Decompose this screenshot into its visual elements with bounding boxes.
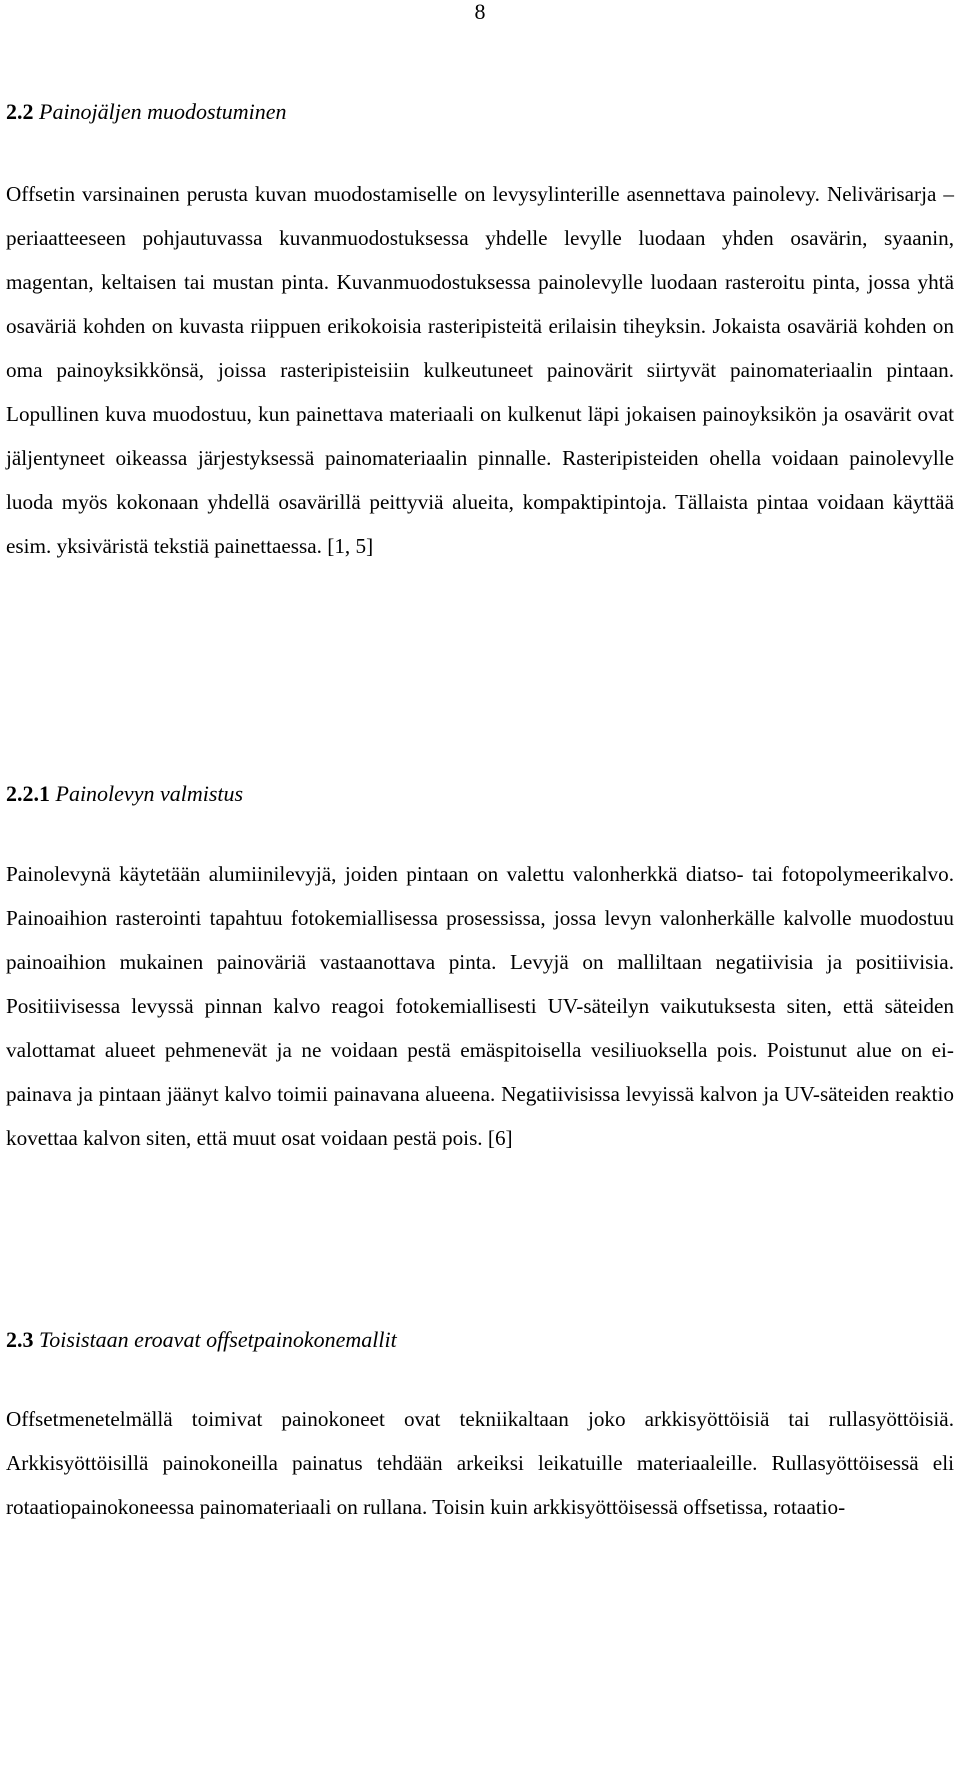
page-number: 8 xyxy=(474,0,486,24)
section-number: 2.3 xyxy=(6,1327,34,1352)
section-paragraph: Offsetin varsinainen perusta kuvan muodostamiselle on levysylinterille asennettava painolevy. Nelivärisarja –periaatteeseen pohjautuvassa kuvanmuodostuksessa yhdelle levylle luodaan yhden osavärin, syaanin, magentan, keltaisen tai mustan pinta. Kuvanmuodostuksessa painolevylle luodaan rasteroitu pinta, jossa yhtä osaväriä kohden on kuvasta riippuen erikokoisia rasteripisteitä erilaisin tiheyksin. Jokaista osaväriä kohden on oma painoyksikkönsä, joissa rasteripisteisiin kulkeutuneet painovärit siirtyvät painomateriaalin pintaan. Lopullinen kuva muodostuu, kun painettava materiaali on kulkenut läpi jokaisen painoyksikön ja osavärit ovat jäljentyneet oikeassa järjestyksessä painomateriaalin pinnalle. Rasteripisteiden ohella voidaan painolevylle luoda myös kokonaan yhdellä osavärillä peittyviä alueita, kompaktipintoja. Tällaista pintaa voidaan käyttää esim. yksiväristä tekstiä painettaessa. [1, 5] xyxy=(6,182,954,558)
section-heading-2-2 xyxy=(6,98,286,126)
section-heading-2-2-1 xyxy=(6,780,243,808)
section-number: 2.2.1 xyxy=(6,781,50,806)
section-title: Toisistaan eroavat offsetpainokonemallit xyxy=(39,1327,397,1352)
section-paragraph: Painolevynä käytetään alumiinilevyjä, joiden pintaan on valettu valonherkkä diatso- tai fotopolymeerikalvo. Painoaihion rasterointi tapahtuu fotokemiallisessa prosessissa, jossa levyn valonherkälle kalvolle muodostuu painoaihion mukainen painoväriä vastaanottava pinta. Levyjä on malliltaan negatiivisia ja positiivisia. Positiivisessa levyssä pinnan kalvo reagoi fotokemiallisesti UV-säteilyn vaikutuksesta siten, että säteiden valottamat alueet pehmenevät ja ne voidaan pestä emäspitoisella vesiliuoksella pois. Poistunut alue on ei-painava ja pintaan jäänyt kalvo toimii painavana alueena. Negatiivisissa levyissä kalvon ja UV-säteiden reaktio kovettaa kalvon siten, että muut osat voidaan pestä pois. [6] xyxy=(6,862,954,1150)
section-number: 2.2 xyxy=(6,99,34,124)
section-paragraph: Offsetmenetelmällä toimivat painokoneet ovat tekniikaltaan joko arkkisyöttöisiä tai rullasyöttöisiä. Arkkisyöttöisillä painokoneilla painatus tehdään arkeiksi leikatuille materiaaleille. Rullasyöttöisessä eli rotaatiopainokoneessa painomateriaali on rullana. Toisin kuin arkkisyöttöisessä offsetissa, rotaatio- xyxy=(6,1407,954,1519)
section-heading-2-3 xyxy=(6,1326,397,1354)
section-title: Painolevyn valmistus xyxy=(55,781,244,806)
section-title: Painojäljen muodostuminen xyxy=(39,99,287,124)
